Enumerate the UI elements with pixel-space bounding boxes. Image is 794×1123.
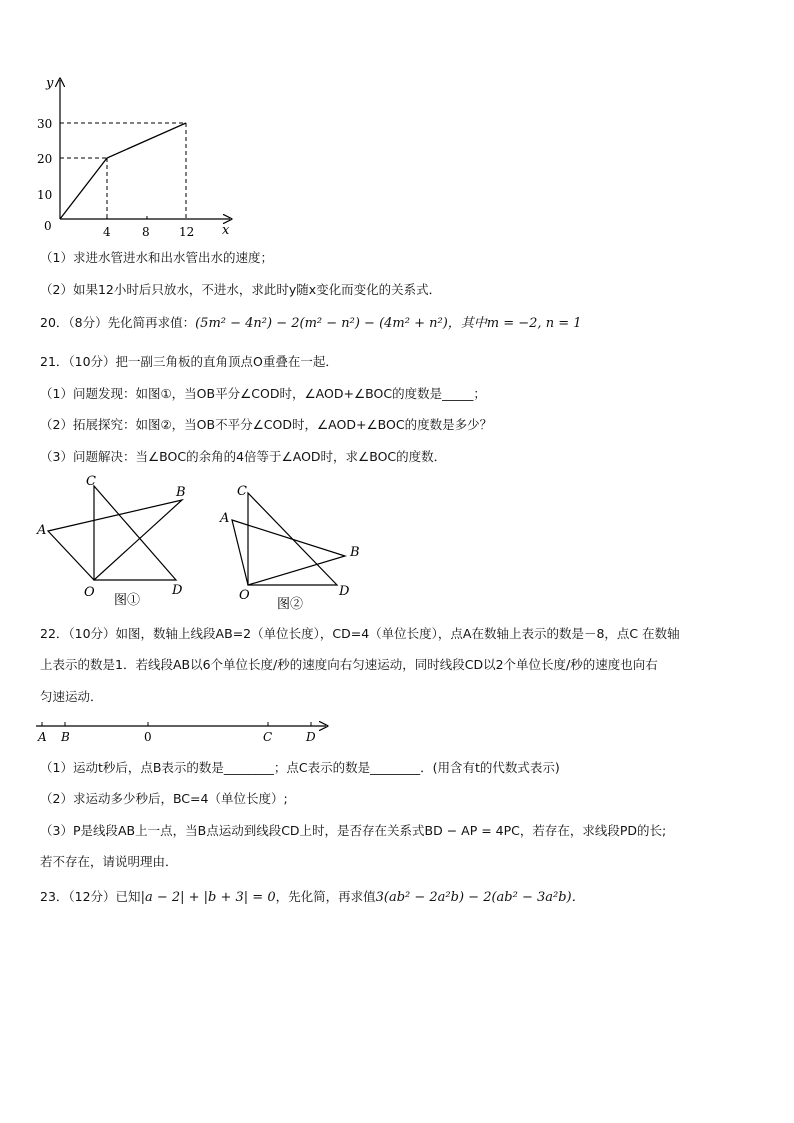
q20-prefix: 20．（8分）先化简再求值： — [40, 315, 196, 330]
y-tick: 20 — [37, 152, 53, 166]
fig2-point-b: B — [350, 545, 360, 560]
q22-stem-line1: 22．（10分）如图，数轴上线段AB=2（单位长度），CD=4（单位长度），点A在数轴上表示的数是－8，点C 在数轴 — [40, 626, 680, 641]
numline-label-b: B — [61, 730, 70, 744]
graph-line — [60, 123, 186, 219]
q23 — [40, 888, 585, 907]
q22-part2: （2）求运动多少秒后，BC=4（单位长度）; — [40, 791, 288, 806]
fig2-point-a: A — [220, 511, 230, 526]
q22-stem-line2: 上表示的数是1．若线段AB以6个单位长度/秒的速度向右匀速运动，同时线段CD以2个单位长度/秒的速度也向右 — [40, 657, 658, 672]
numline-label-a: A — [38, 730, 47, 744]
x-tick: 4 — [103, 225, 111, 239]
number-line — [34, 712, 334, 746]
figure-1 — [34, 472, 204, 612]
q20-expression: (5m² − 4n²) − 2(m² − n²) − (4m² + n²)，其中m = −2, n = 1 — [195, 316, 582, 331]
fig1-point-b: B — [176, 485, 186, 500]
numline-label-c: C — [263, 730, 273, 744]
x-tick: 12 — [179, 225, 195, 239]
function-graph — [30, 72, 240, 240]
y-axis-label: y — [46, 76, 54, 91]
fig2-point-o: O — [239, 588, 250, 603]
q23-expression: 3(ab² − 2a²b) − 2(ab² − 3a²b)． — [375, 890, 585, 905]
q22-part3-cont: 若不存在，请说明理由． — [40, 854, 178, 869]
figure-2 — [215, 478, 375, 618]
fig1-point-c: C — [86, 474, 96, 489]
numline-label-d: D — [306, 730, 316, 744]
fig2-point-c: C — [237, 484, 247, 499]
fig2-caption: 图② — [277, 597, 304, 612]
y-tick: 10 — [37, 188, 53, 202]
q22-part1: （1）运动t秒后，点B表示的数是________；点C表示的数是________．(用含有t的代数式表示) — [40, 760, 560, 775]
q23-middle: ，先化简，再求值 — [275, 889, 376, 904]
origin-label: 0 — [44, 219, 52, 233]
fig1-point-d: D — [172, 583, 183, 598]
x-axis-label: x — [222, 223, 230, 238]
q19-part2: （2）如果12小时后只放水，不进水，求此时y随x变化而变化的关系式． — [40, 282, 442, 297]
q23-prefix: 23．（12分）已知 — [40, 889, 141, 904]
q21-part1: （1）问题发现：如图①，当OB平分∠COD时，∠AOD+∠BOC的度数是_____； — [40, 386, 486, 401]
q20 — [40, 314, 582, 333]
fig1-caption: 图① — [114, 593, 141, 608]
q21-stem: 21．（10分）把一副三角板的直角顶点O重叠在一起． — [40, 354, 338, 369]
y-tick: 30 — [37, 117, 53, 131]
x-tick: 8 — [142, 225, 150, 239]
fig1-point-a: A — [37, 523, 47, 538]
q22-stem-line3: 匀速运动． — [40, 689, 103, 704]
fig2-point-d: D — [339, 584, 350, 599]
numline-label-zero: 0 — [144, 730, 152, 744]
q23-condition: |a − 2| + |b + 3| = 0 — [140, 890, 276, 905]
q19-part1: （1）求进水管进水和出水管出水的速度； — [40, 250, 273, 265]
q21-part2: （2）拓展探究：如图②，当OB不平分∠COD时，∠AOD+∠BOC的度数是多少？ — [40, 417, 493, 432]
fig1-point-o: O — [84, 585, 95, 600]
q21-part3: （3）问题解决：当∠BOC的余角的4倍等于∠AOD时，求∠BOC的度数． — [40, 449, 447, 464]
q22-part3: （3）P是线段AB上一点，当B点运动到线段CD上时，是否存在关系式BD − AP = 4PC，若存在，求线段PD的长; — [40, 823, 667, 838]
